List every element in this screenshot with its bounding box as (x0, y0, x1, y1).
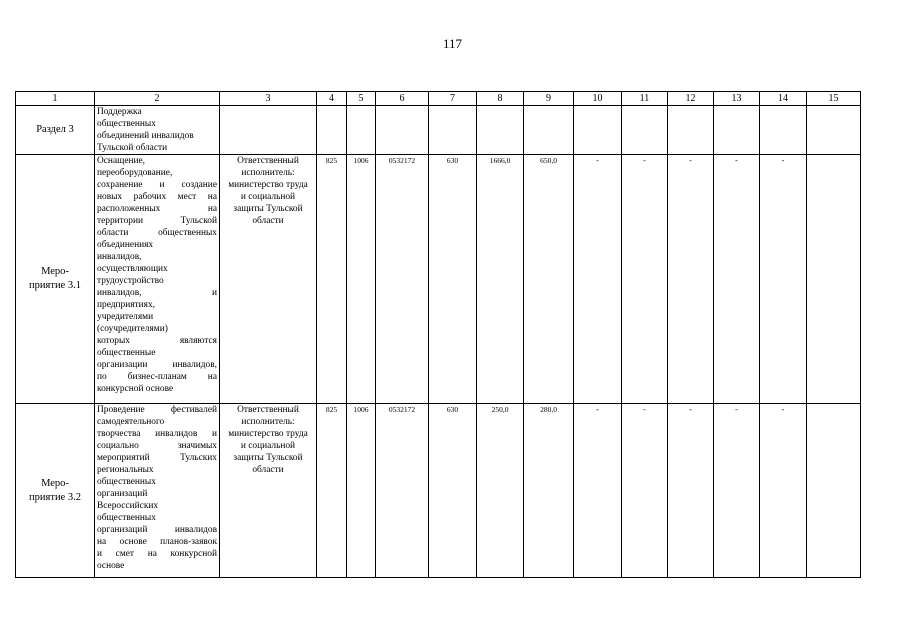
text-line: учредителями (97, 312, 154, 322)
empty-cell (524, 106, 574, 155)
header-cell: 7 (429, 92, 477, 106)
header-cell: 6 (376, 92, 429, 106)
text-line: Ответственный (237, 405, 299, 415)
header-cell: 15 (807, 92, 861, 106)
text-line: предприятиях, (97, 300, 156, 310)
page-number: 117 (442, 36, 463, 51)
event-executor (220, 404, 317, 578)
empty-cell (347, 106, 376, 155)
text-line: Поддержка (97, 107, 142, 117)
text-line: области (252, 465, 284, 475)
program-table (15, 91, 861, 578)
target-article: 0532172 (376, 404, 429, 578)
year-amount: - (714, 155, 760, 404)
text-line: творчества инвалидов и (97, 429, 217, 439)
empty-cell (429, 106, 477, 155)
text-line: Тульской области (97, 143, 168, 153)
text-line: расположенных на (97, 204, 217, 214)
text-line: и социальной (240, 192, 296, 202)
year-amount: 280,0 (524, 404, 574, 578)
text-line: конкурсной основе (97, 384, 174, 394)
text-line: организаций инвалидов (97, 525, 217, 535)
year-amount: - (668, 404, 714, 578)
year-amount: 650,0 (524, 155, 574, 404)
header-cell: 10 (574, 92, 622, 106)
text-line: защиты Тульской (233, 204, 303, 214)
year-amount: - (622, 155, 668, 404)
text-line: защиты Тульской (233, 453, 303, 463)
year-amount: - (574, 155, 622, 404)
text-line: по бизнес-планам на (97, 372, 217, 382)
text-line: которых являются (97, 336, 217, 346)
text-line: на основе планов-заявок (97, 537, 217, 547)
header-cell: 11 (622, 92, 668, 106)
text-line: области (252, 216, 284, 226)
empty-cell (714, 106, 760, 155)
text-line: (соучредителями) (97, 324, 168, 334)
total-amount: 1666,0 (477, 155, 524, 404)
empty-cell (220, 106, 317, 155)
admin-code: 825 (317, 155, 347, 404)
text-line: исполнитель: (241, 168, 295, 178)
text-line: приятие 3.1 (29, 280, 81, 291)
text-line: общественных (97, 477, 156, 487)
event-executor (220, 155, 317, 404)
text-line: общественных (97, 119, 156, 129)
header-cell: 9 (524, 92, 574, 106)
text-line: приятие 3.2 (29, 491, 81, 503)
empty-cell (376, 106, 429, 155)
text-line: области общественных (97, 228, 217, 238)
header-cell: 4 (317, 92, 347, 106)
empty-cell (807, 106, 861, 155)
event-row-3-1 (16, 155, 861, 404)
text-line: инвалидов, (97, 252, 142, 262)
text-line: и социальной (240, 441, 296, 451)
empty-cell (574, 106, 622, 155)
header-cell: 13 (714, 92, 760, 106)
header-cell: 2 (95, 92, 220, 106)
year-amount (807, 404, 861, 578)
year-amount: - (760, 404, 807, 578)
header-cell: 3 (220, 92, 317, 106)
text-line: объединениях (97, 240, 154, 250)
empty-cell (622, 106, 668, 155)
header-cell: 8 (477, 92, 524, 106)
year-amount: - (714, 404, 760, 578)
header-row (16, 92, 861, 106)
text-line: социально значимых (97, 441, 217, 451)
text-line: региональных (97, 465, 154, 475)
total-amount: 250,0 (477, 404, 524, 578)
text-line: территории Тульской (97, 216, 217, 226)
header-cell: 1 (16, 92, 95, 106)
section-name (95, 106, 220, 155)
text-line: и смет на конкурсной (97, 549, 217, 559)
text-line: министерство труда (228, 429, 308, 439)
text-line: сохранение и создание (97, 180, 217, 190)
header-cell: 12 (668, 92, 714, 106)
year-amount: - (668, 155, 714, 404)
text-line: Ответственный (237, 156, 299, 166)
target-article: 0532172 (376, 155, 429, 404)
text-line: общественных (97, 513, 156, 523)
text-line: министерство труда (228, 180, 308, 190)
expense-type: 630 (429, 404, 477, 578)
text-line: Проведение фестивалей (97, 405, 217, 415)
text-line: переоборудование, (97, 168, 173, 178)
header-cell: 14 (760, 92, 807, 106)
year-amount: - (622, 404, 668, 578)
text-line: организации инвалидов, (97, 360, 217, 370)
empty-cell (760, 106, 807, 155)
empty-cell (668, 106, 714, 155)
event-row-3-2 (16, 404, 861, 578)
text-line: Всероссийских (97, 501, 159, 511)
text-line: объединений инвалидов (97, 131, 194, 141)
header-cell: 5 (347, 92, 376, 106)
text-line: новых рабочих мест на (97, 192, 217, 202)
expense-type: 630 (429, 155, 477, 404)
event-label (16, 404, 95, 578)
section-row (16, 106, 861, 155)
event-name (95, 155, 220, 404)
empty-cell (317, 106, 347, 155)
text-line: организаций (97, 489, 148, 499)
text-line: инвалидов, и (97, 288, 217, 298)
text-line: основе (97, 561, 125, 571)
text-line: Меро- (41, 266, 69, 277)
event-label (16, 155, 95, 404)
event-name (95, 404, 220, 578)
text-line: общественные (97, 348, 156, 358)
text-line: Оснащение, (97, 156, 146, 166)
text-line: осуществляющих (97, 264, 168, 274)
text-line: мероприятий Тульских (97, 453, 217, 463)
year-amount: - (574, 404, 622, 578)
empty-cell (477, 106, 524, 155)
text-line: Меро- (41, 477, 69, 489)
text-line: трудоустройство (97, 276, 164, 286)
admin-code: 825 (317, 404, 347, 578)
year-amount (807, 155, 861, 404)
section-code: 1006 (347, 155, 376, 404)
text-line: исполнитель: (241, 417, 295, 427)
section-label: Раздел 3 (16, 106, 95, 155)
year-amount: - (760, 155, 807, 404)
text-line: самодеятельного (97, 417, 165, 427)
section-code: 1006 (347, 404, 376, 578)
